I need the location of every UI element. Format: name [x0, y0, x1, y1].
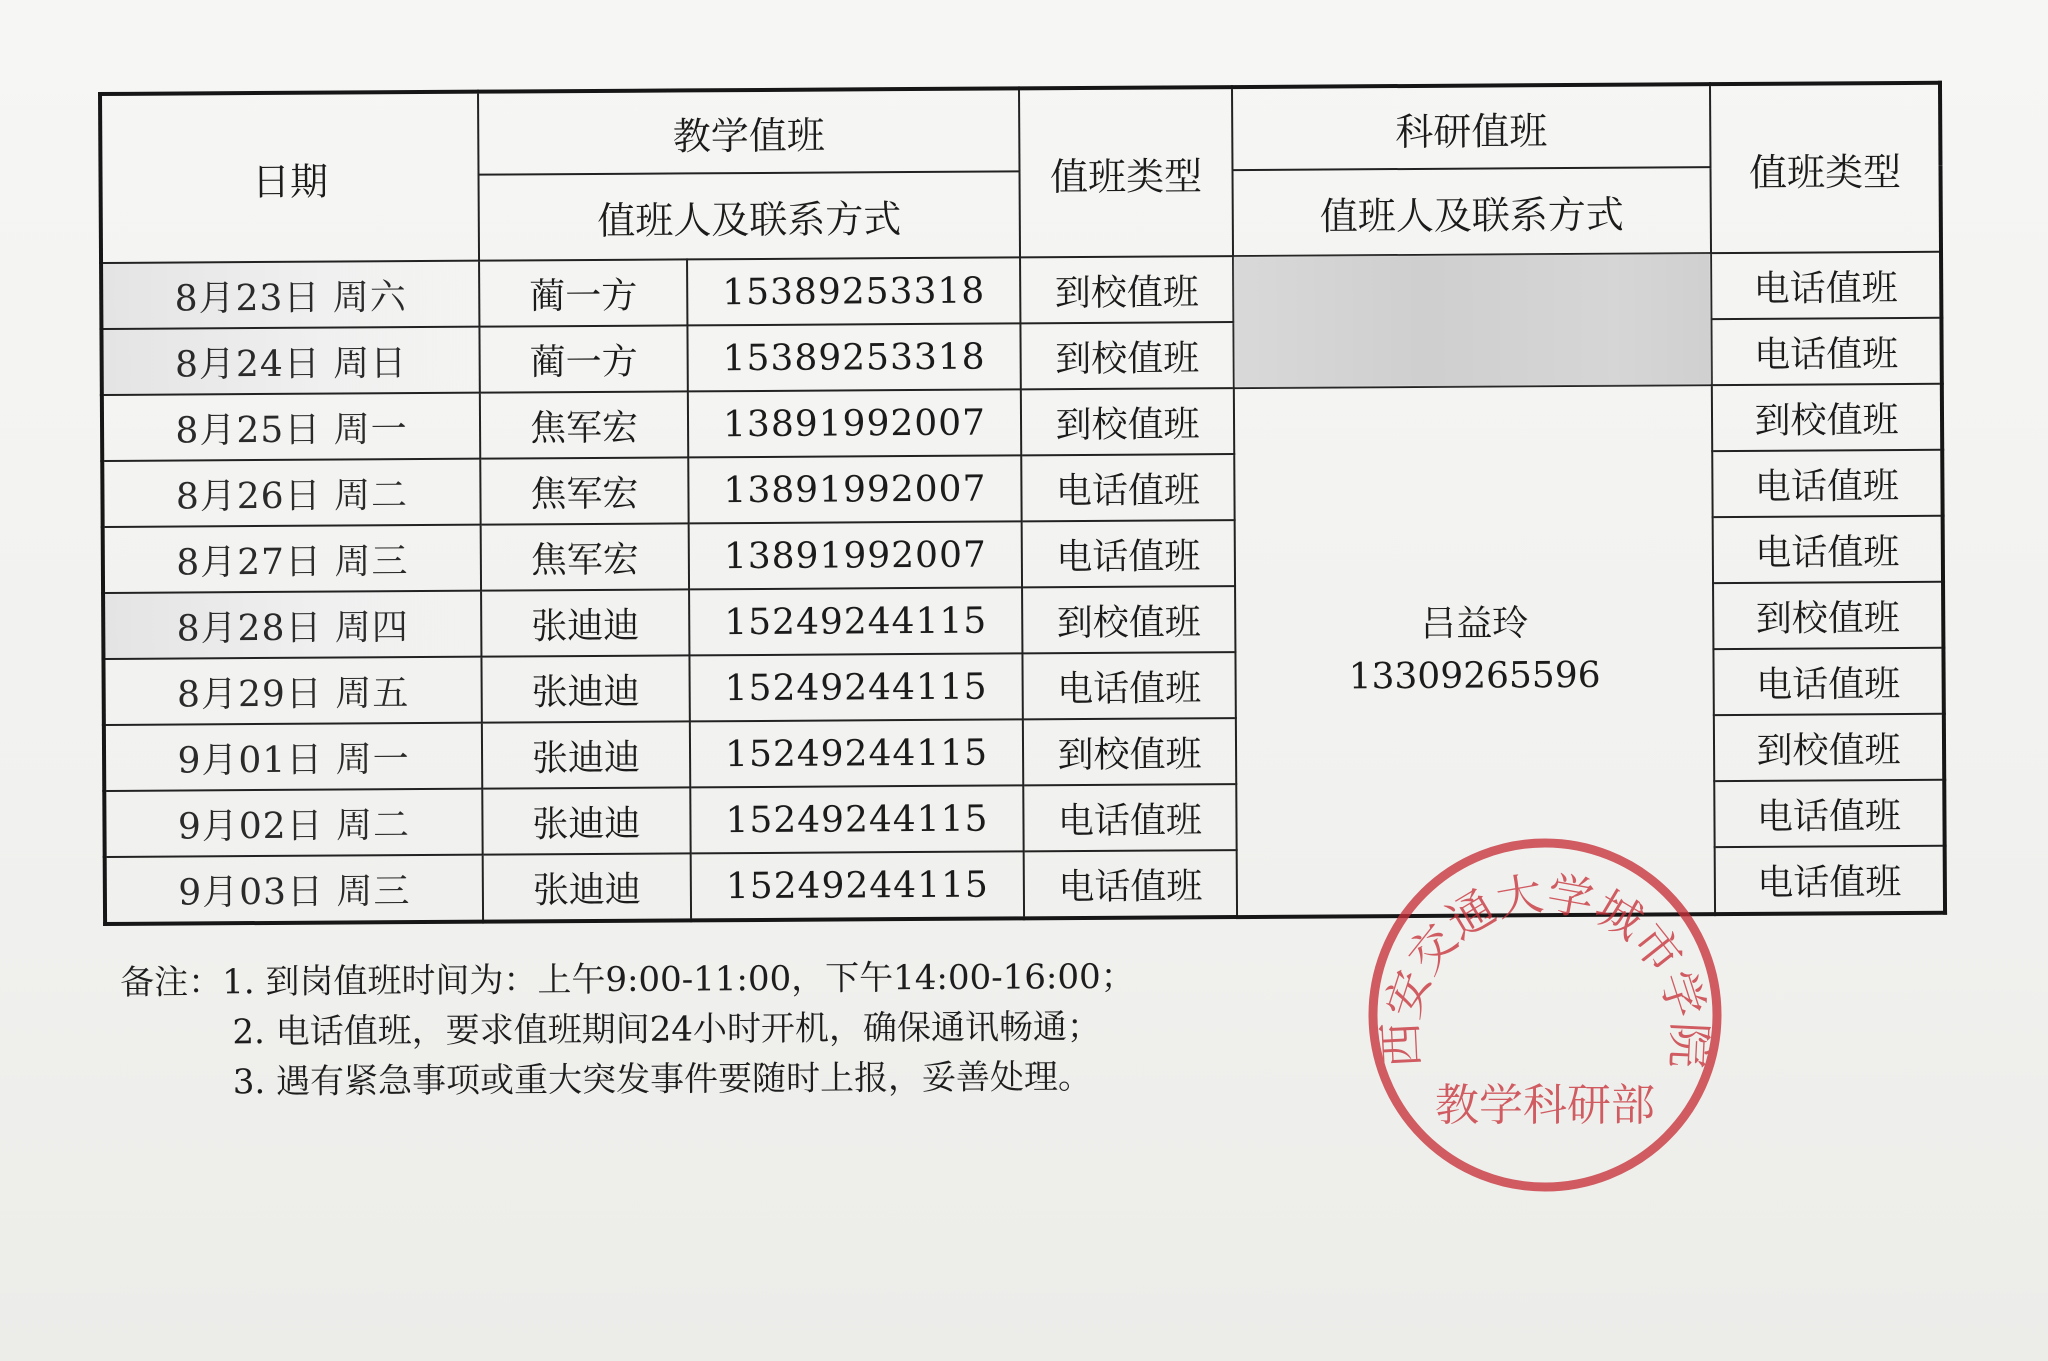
row-type: 电话值班	[1022, 520, 1235, 587]
row-type: 到校值班	[1021, 388, 1234, 455]
header-research-contact: 值班人及联系方式	[1233, 167, 1712, 256]
row-name: 蔺一方	[479, 325, 687, 392]
row-research-type: 电话值班	[1715, 846, 1945, 914]
note-item-1: 1. 到岗值班时间为：上午9:00-11:00，下午14:00-16:00；	[222, 956, 1135, 1003]
research-person-phone: 13309265596	[1348, 654, 1601, 698]
row-research-type: 到校值班	[1713, 582, 1943, 649]
row-date: 8月26日 周二	[102, 459, 480, 527]
table-row	[101, 252, 1941, 329]
row-type: 到校值班	[1023, 718, 1236, 785]
row-type: 到校值班	[1020, 322, 1233, 389]
row-research-type: 电话值班	[1713, 516, 1943, 583]
row-phone: 15249244115	[690, 719, 1023, 787]
row-name: 张迪迪	[481, 655, 689, 722]
row-name: 张迪迪	[481, 589, 689, 656]
row-name: 焦军宏	[480, 391, 688, 458]
row-name: 蔺一方	[479, 259, 687, 326]
row-name: 焦军宏	[481, 523, 689, 590]
row-research-type: 电话值班	[1712, 450, 1942, 517]
header-teaching-type: 值班类型	[1019, 87, 1233, 257]
official-seal	[1360, 830, 1730, 1200]
row-phone: 15249244115	[689, 653, 1022, 721]
research-person-name: 吕益玲	[1420, 603, 1529, 645]
row-phone: 13891992007	[688, 455, 1021, 523]
row-type: 电话值班	[1021, 454, 1234, 521]
row-research-type: 到校值班	[1712, 384, 1942, 451]
row-phone: 15249244115	[691, 851, 1024, 920]
row-date: 8月27日 周三	[103, 525, 481, 593]
row-research-type: 电话值班	[1711, 252, 1941, 319]
row-type: 到校值班	[1022, 586, 1235, 653]
row-phone: 15389253318	[687, 257, 1020, 325]
header-research-duty: 科研值班	[1232, 84, 1710, 170]
row-type: 电话值班	[1023, 784, 1236, 851]
row-research-type: 电话值班	[1714, 780, 1944, 847]
row-phone: 15389253318	[687, 323, 1020, 391]
note-line-1	[120, 952, 1135, 1008]
header-research-type: 值班类型	[1710, 83, 1941, 253]
header-teaching-contact: 值班人及联系方式	[479, 171, 1021, 260]
row-research-type: 到校值班	[1714, 714, 1944, 781]
duty-schedule-table	[98, 81, 1947, 926]
row-name: 张迪迪	[483, 853, 691, 921]
research-redacted-cell	[1233, 253, 1712, 388]
table-row	[102, 384, 1942, 461]
row-date: 8月23日 周六	[101, 261, 479, 329]
row-name: 焦军宏	[480, 457, 688, 524]
row-phone: 13891992007	[688, 389, 1021, 457]
notes-label: 备注：	[120, 962, 223, 1003]
row-name: 张迪迪	[482, 787, 690, 854]
note-item-2: 2. 电话值班，要求值班期间24小时开机，确保通讯畅通；	[232, 1007, 1102, 1053]
row-research-type: 电话值班	[1713, 648, 1943, 715]
row-type: 电话值班	[1024, 850, 1237, 918]
row-phone: 15249244115	[689, 587, 1022, 655]
row-phone: 15249244115	[690, 785, 1023, 853]
row-date: 9月02日 周二	[104, 789, 482, 857]
row-date: 8月25日 周一	[102, 393, 480, 461]
row-name: 张迪迪	[482, 721, 690, 788]
row-phone: 13891992007	[689, 521, 1022, 589]
seal-inner-text: 教学科研部	[1435, 1080, 1655, 1131]
row-date: 9月03日 周三	[105, 855, 483, 924]
notes-section	[120, 952, 1135, 1108]
row-research-type: 电话值班	[1711, 318, 1941, 385]
header-teaching-duty: 教学值班	[478, 88, 1020, 174]
header-date: 日期	[100, 92, 479, 263]
note-item-3: 3. 遇有紧急事项或重大突发事件要随时上报，妥善处理。	[232, 1057, 1093, 1103]
row-type: 电话值班	[1022, 652, 1235, 719]
row-date: 8月29日 周五	[103, 657, 481, 725]
row-date: 9月01日 周一	[104, 723, 482, 791]
seal-outer-text: 西安交通大学城市学院	[1373, 865, 1717, 1070]
row-type: 到校值班	[1020, 256, 1233, 323]
row-date: 8月28日 周四	[103, 591, 481, 659]
row-date: 8月24日 周日	[101, 327, 479, 395]
